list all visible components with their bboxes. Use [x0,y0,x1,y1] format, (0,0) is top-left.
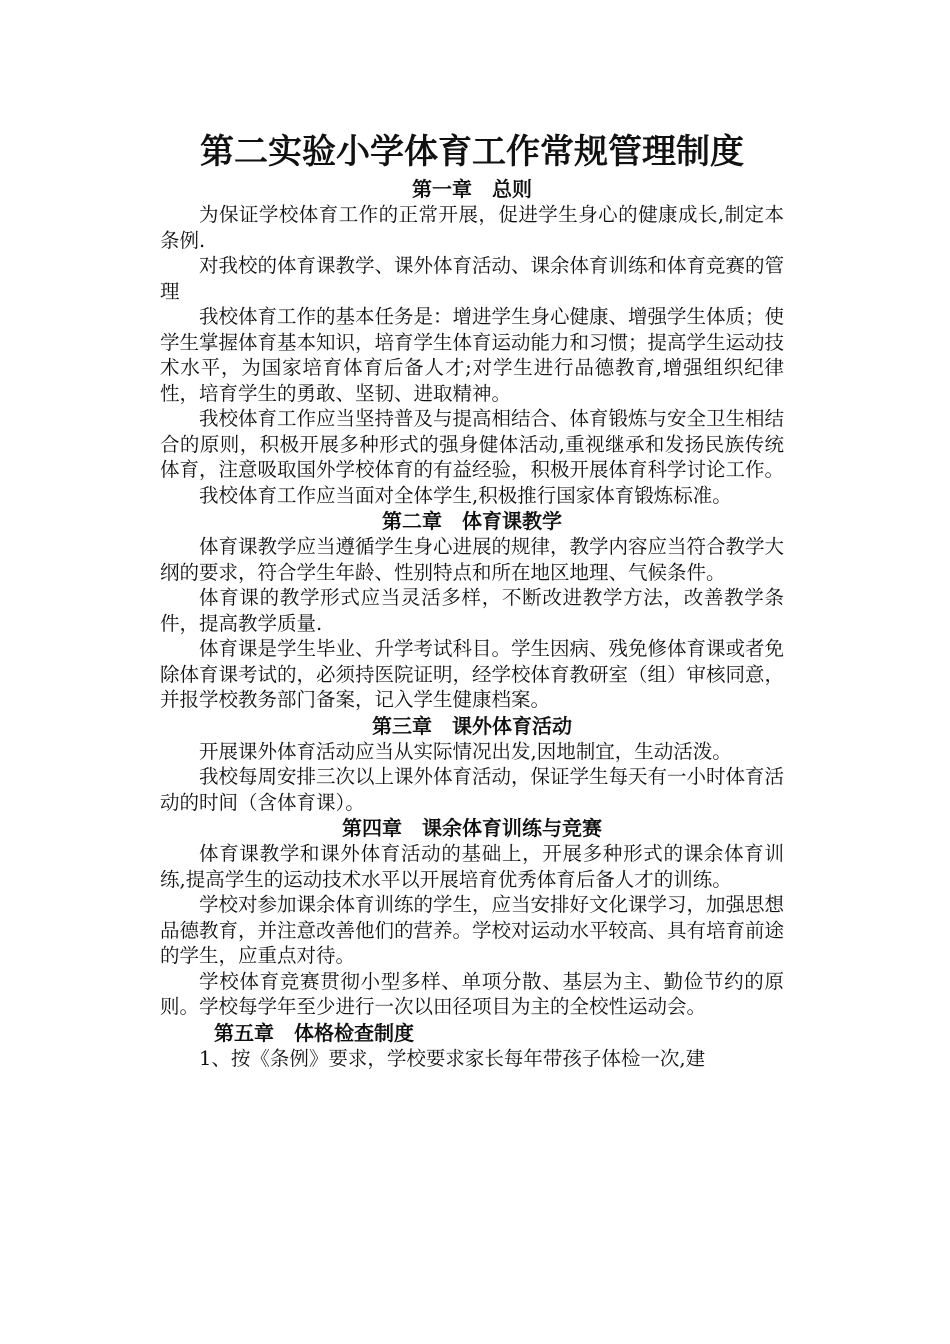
chapter-heading: 第二章 体育课教学 [382,509,562,533]
paragraph: 体育课是学生毕业、升学考试科目。学生因病、残免修体育课或者免除体育课考试的，必须持医院证明，经学校体育教研室（组）审核同意，并报学校教务部门备案，记入学生健康档案。 [160,637,785,711]
paragraph: 学校体育竞赛贯彻小型多样、单项分散、基层为主、勤俭节约的原则。学校每学年至少进行一次以田径项目为主的全校性运动会。 [160,969,784,1018]
chapter-3 [160,713,784,816]
chapter-5 [160,1020,784,1072]
paragraph: 体育课教学和课外体育活动的基础上，开展多种形式的课余体育训练,提高学生的运动技术水平以开展培育优秀体育后备人才的训练。 [160,842,784,891]
paragraph: 1、按《条例》要求，学校要求家长每年带孩子体检一次,建 [199,1046,706,1070]
paragraph: 我校体育工作应当坚持普及与提高相结合、体育锻炼与安全卫生相结合的原则，积极开展多种形式的强身健体活动,重视继承和发扬民族传统体育，注意吸取国外学校体育的有益经验，积极开展体育科学讨论工作。 [160,407,785,481]
chapter-heading: 第一章 总则 [412,177,532,201]
chapter-heading: 第三章 课外体育活动 [372,713,572,738]
paragraph: 我校体育工作应当面对全体学生,积极推行国家体育锻炼标准。 [199,483,732,507]
chapter-1 [160,176,784,508]
paragraph: 体育课的教学形式应当灵活多样，不断改进教学方法，改善教学条件，提高教学质量. [160,586,784,635]
paragraph: 开展课外体育活动应当从实际情况出发,因地制宜，生动活泼。 [199,739,732,763]
paragraph: 我校每周安排三次以上课外体育活动，保证学生每天有一小时体育活动的时间（含体育课）。 [160,765,785,814]
document-title: 第二实验小学体育工作常规管理制度 [200,132,744,172]
chapter-2 [160,508,784,713]
paragraph: 对我校的体育课教学、课外体育活动、课余体育训练和体育竞赛的管理 [160,254,785,303]
paragraph: 体育课教学应当遵循学生身心进展的规律，教学内容应当符合教学大纲的要求，符合学生年龄、性别特点和所在地区地理、气候条件。 [160,535,785,584]
chapter-heading: 第四章 课余体育训练与竞赛 [342,816,602,840]
paragraph: 我校体育工作的基本任务是：增进学生身心健康、增强学生体质；使学生掌握体育基本知识，培育学生体育运动能力和习惯；提高学生运动技术水平，为国家培育体育后备人才;对学生进行品德教育,增强组织纪律性，培育学生的勇敢、坚韧、进取精神。 [160,305,785,405]
chapter-4 [160,815,784,1020]
document-page [160,128,784,1071]
chapter-heading: 第五章 体格检查制度 [214,1020,414,1045]
paragraph: 学校对参加课余体育训练的学生，应当安排好文化课学习，加强思想品德教育，并注意改善他们的营养。学校对运动水平较高、具有培育前途的学生，应重点对待。 [160,893,785,967]
paragraph: 为保证学校体育工作的正常开展，促进学生身心的健康成长,制定本条例. [160,203,784,252]
